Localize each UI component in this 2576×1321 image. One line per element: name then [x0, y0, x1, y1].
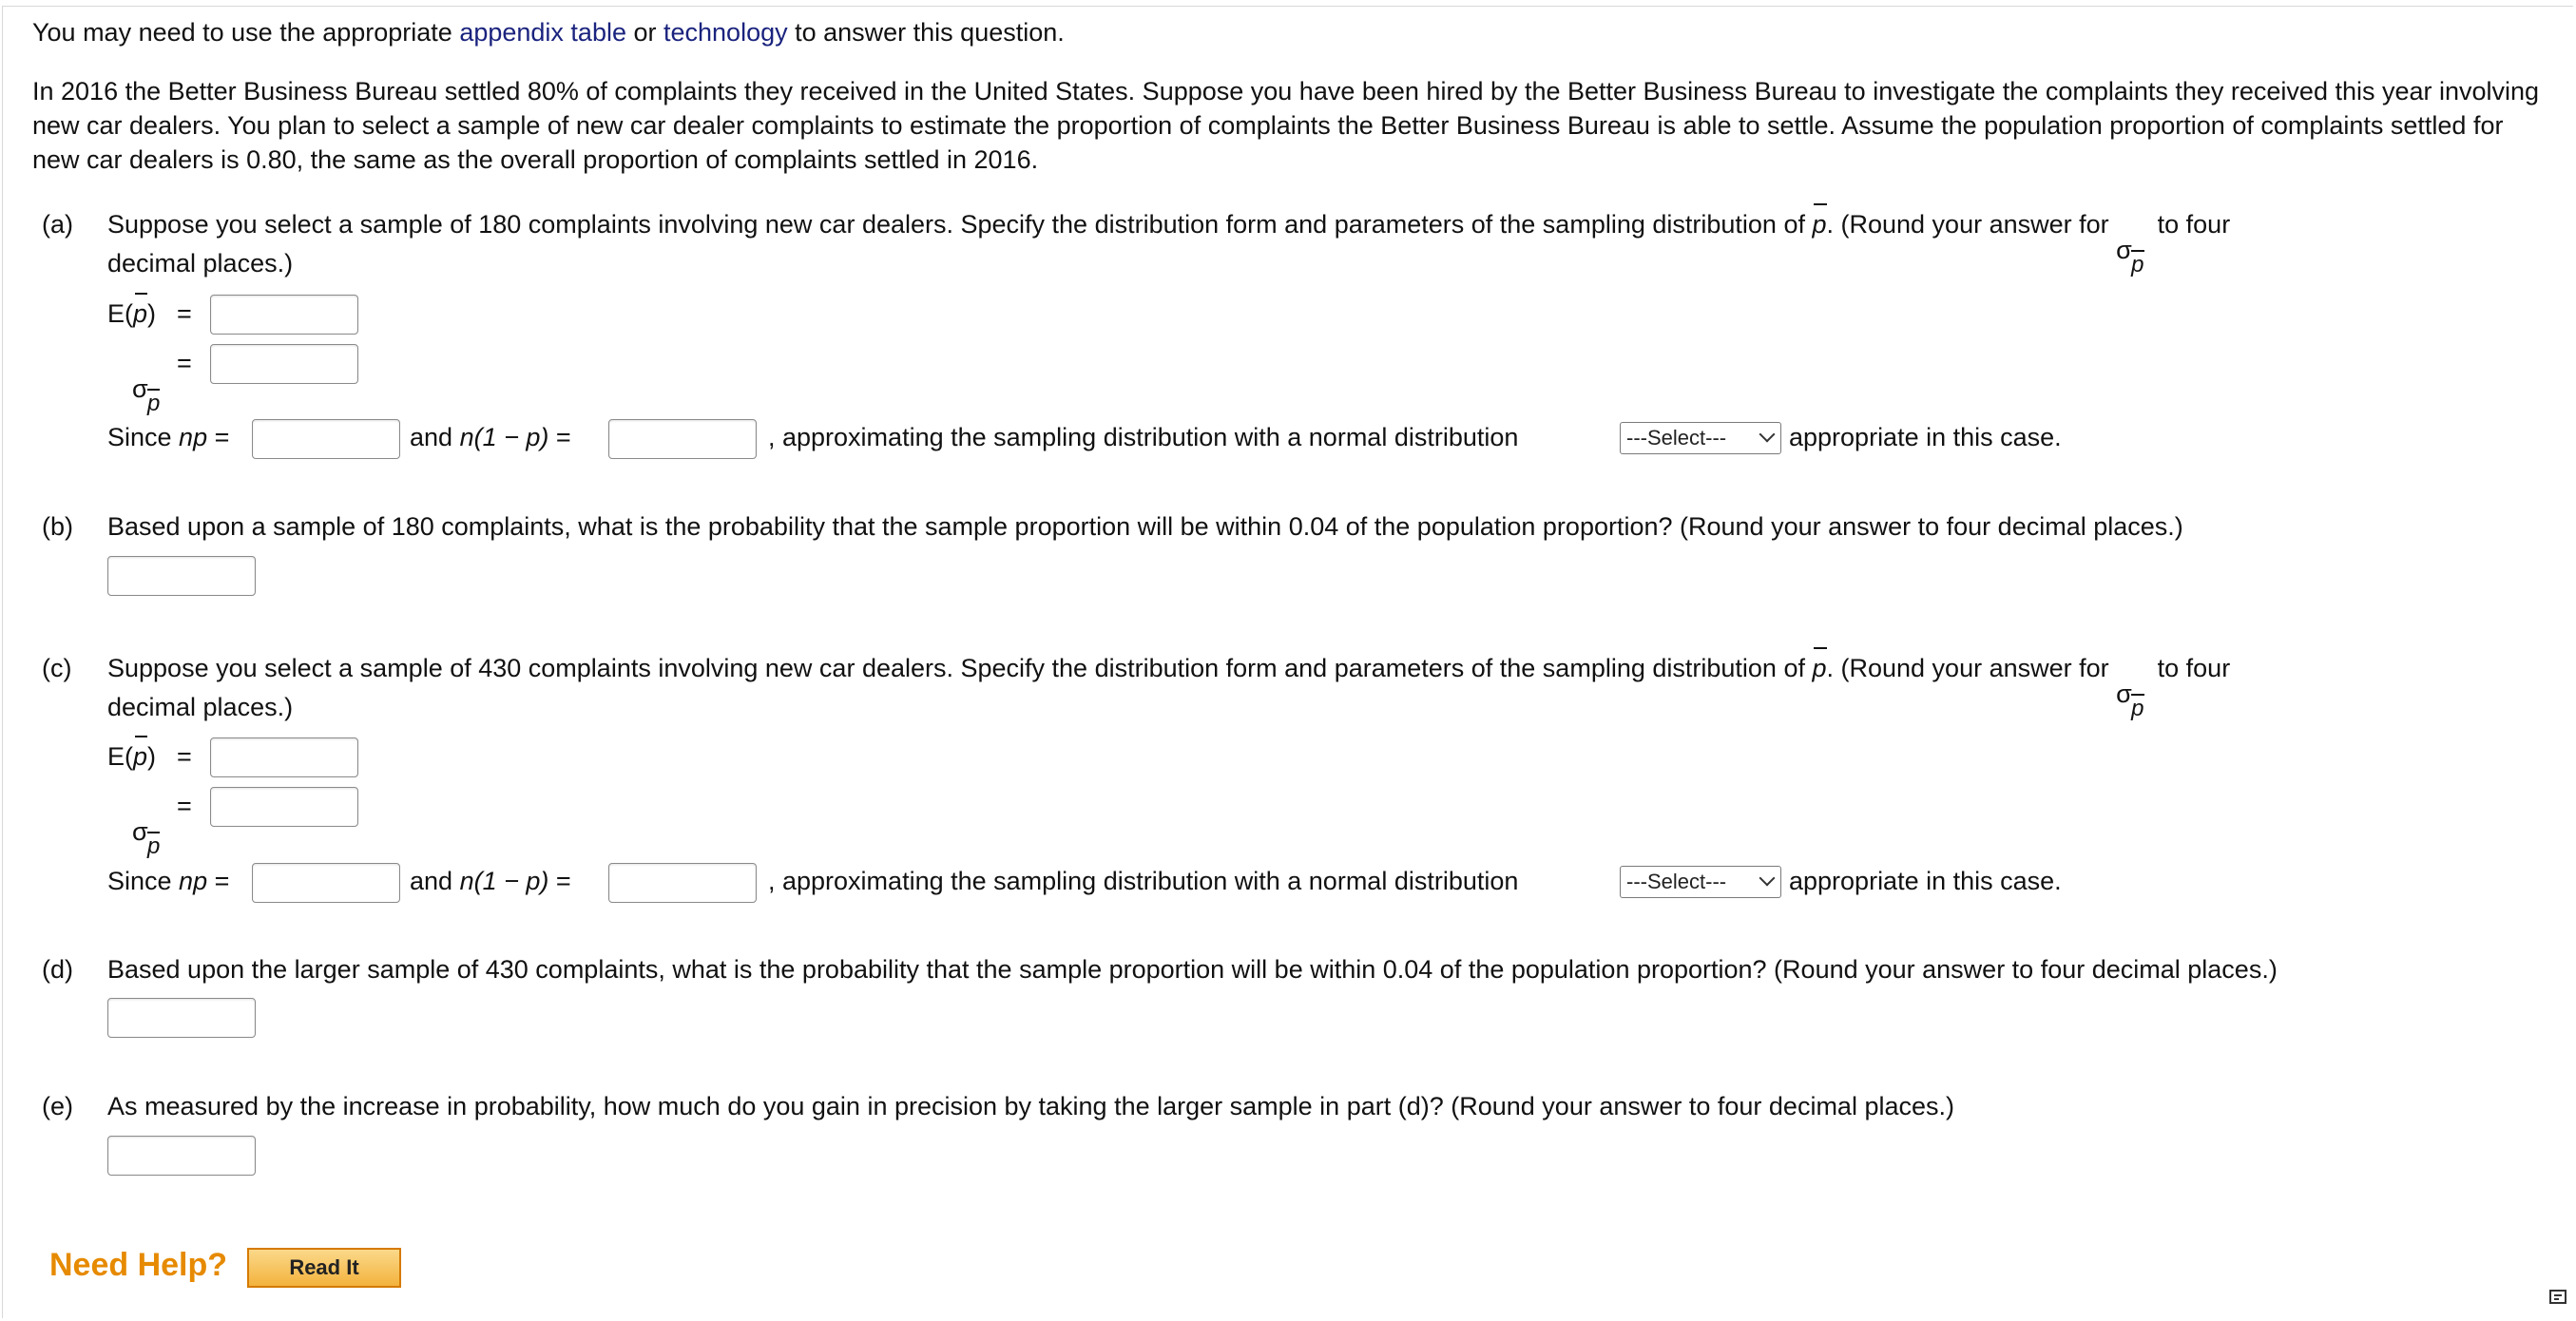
c-n1p-label: and n(1 − p) =: [410, 867, 571, 895]
problem-text: In 2016 the Better Business Bureau settled 80% of complaints they received in the United States. Suppose you have been hired by the Better Business Bureau to investigate the complaints they received this year involving new car dealers. You plan to select a sample of new car dealer complaints to estimate the proportion of complaints the Better Business Bureau is able to settle. Assume the population proportion of complaints settled for new car dealers is 0.80, the same as the overall proportion of complaints settled in 2016.: [32, 77, 2540, 174]
a-since-np: Since np =: [107, 423, 230, 451]
c-sigma-label: σ p: [132, 789, 166, 823]
c-expected-label: E(p): [107, 739, 156, 774]
a-expected-label: E(p): [107, 297, 156, 331]
read-it-button[interactable]: Read It: [247, 1248, 401, 1288]
a-np-input[interactable]: [252, 419, 400, 459]
d-probability-input[interactable]: [107, 998, 256, 1038]
chevron-down-icon: [1759, 427, 1776, 443]
c-expected-value-input[interactable]: [210, 737, 358, 777]
c-normal-select[interactable]: ---Select---: [1620, 866, 1781, 898]
intro-prefix: You may need to use the appropriate: [32, 18, 460, 47]
a-expected-eq: =: [177, 299, 192, 328]
part-c-text3: to four: [2150, 654, 2231, 682]
part-a-label: (a): [42, 210, 73, 239]
appendix-table-link[interactable]: appendix table: [459, 18, 626, 47]
part-a-text4: decimal places.): [107, 249, 294, 278]
part-d-text: Based upon the larger sample of 430 complaints, what is the probability that the sample proportion will be within 0.04 of the population proportion? (Round your answer to four decimal places.): [107, 955, 2278, 984]
feedback-icon[interactable]: [2547, 1285, 2570, 1308]
need-help-label: Need Help?: [49, 1247, 228, 1283]
technology-link[interactable]: technology: [663, 18, 788, 47]
part-b-text: Based upon a sample of 180 complaints, what is the probability that the sample proportion will be within 0.04 of the population proportion? (Round your answer to four decimal places.): [107, 512, 2183, 541]
c-approx-text: , approximating the sampling distribution with a normal distribution: [768, 867, 1519, 895]
a-sigma-input[interactable]: [210, 344, 358, 384]
part-d-label: (d): [42, 955, 73, 984]
c-appropriate-text: appropriate in this case.: [1789, 867, 2062, 895]
part-a-text3: to four: [2150, 210, 2231, 239]
part-c-label: (c): [42, 654, 72, 682]
part-e-text: As measured by the increase in probability, how much do you gain in precision by taking the larger sample in part (d)? (Round your answer to four decimal places.): [107, 1092, 1954, 1120]
part-a-text: Suppose you select a sample of 180 complaints involving new car dealers. Specify the distribution form and parameters of the sampling distribution of p. (Round your answer for σ p to four: [107, 207, 2230, 241]
intro-line: [32, 15, 1065, 49]
part-a-text1: Suppose you select a sample of 180 complaints involving new car dealers. Specify the distribution form and parameters of the sampling distribution of: [107, 210, 1813, 239]
c-n1p-input[interactable]: [608, 863, 757, 903]
e-precision-input[interactable]: [107, 1136, 256, 1176]
p-bar-symbol: p: [1812, 207, 1826, 241]
chevron-down-icon: [1759, 871, 1776, 887]
a-expected-value-input[interactable]: [210, 295, 358, 335]
c-sigma-eq: =: [177, 792, 192, 820]
a-approx-text: , approximating the sampling distribution with a normal distribution: [768, 423, 1519, 451]
a-n1p-label: and n(1 − p) =: [410, 423, 571, 451]
a-sigma-eq: =: [177, 349, 192, 377]
part-e-label: (e): [42, 1092, 73, 1120]
intro-mid: or: [625, 18, 663, 47]
a-appropriate-text: appropriate in this case.: [1789, 423, 2062, 451]
part-c-text1: Suppose you select a sample of 430 complaints involving new car dealers. Specify the distribution form and parameters of the sampling distribution of: [107, 654, 1813, 682]
intro-suffix: to answer this question.: [787, 18, 1065, 47]
a-n1p-input[interactable]: [608, 419, 757, 459]
a-normal-select[interactable]: ---Select---: [1620, 422, 1781, 454]
part-c-text2: . (Round your answer for: [1826, 654, 2117, 682]
part-c-text4: decimal places.): [107, 693, 294, 721]
c-np-input[interactable]: [252, 863, 400, 903]
part-b-label: (b): [42, 512, 73, 541]
a-sigma-label: σ p: [132, 346, 166, 380]
part-c-text: Suppose you select a sample of 430 complaints involving new car dealers. Specify the distribution form and parameters of the sampling distribution of p. (Round your answer for σ p to four: [107, 651, 2230, 685]
c-sigma-input[interactable]: [210, 787, 358, 827]
b-probability-input[interactable]: [107, 556, 256, 596]
c-expected-eq: =: [177, 742, 192, 771]
part-a-text2: . (Round your answer for: [1826, 210, 2117, 239]
c-since-np: Since np =: [107, 867, 230, 895]
